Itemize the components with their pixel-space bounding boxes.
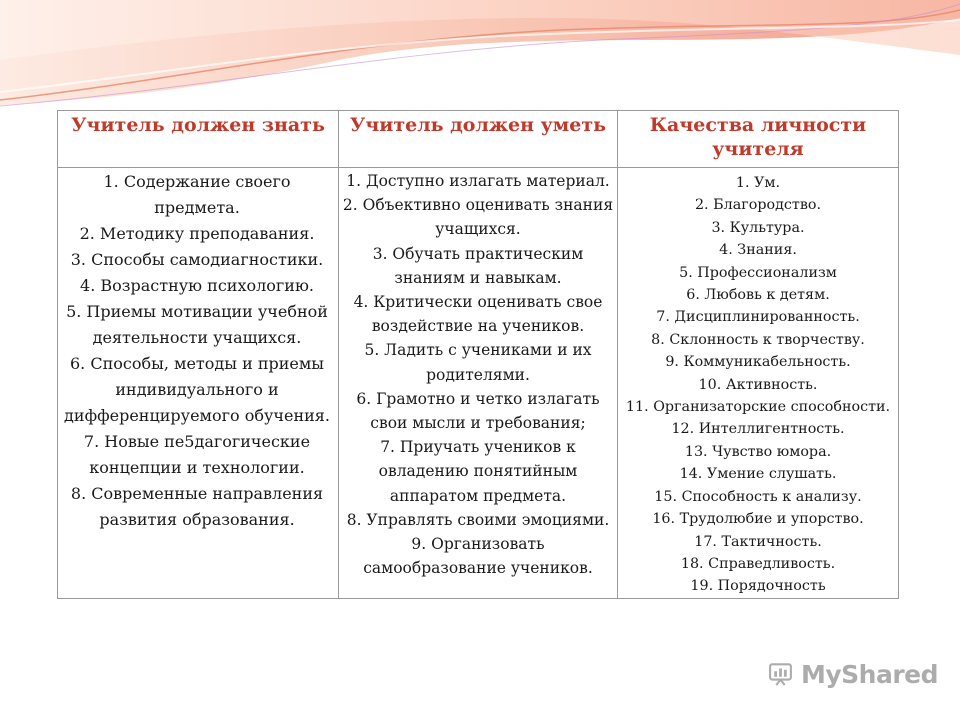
list-item: 7. Приучать учеников к овладению понятийным аппаратом предмета. [378,438,578,505]
list-item: 5. Приемы мотивации учебной деятельности учащихся. [66,302,328,347]
list-item: 13. Чувство юмора. [684,443,832,460]
list-item: 15. Способность к анализу. [654,488,862,505]
list-item: 4. Возрастную психологию. [80,276,314,295]
list-item: 3. Способы самодиагностики. [70,250,324,269]
list-item: 19. Порядочность [690,578,826,595]
table-row [58,168,899,599]
list-item: 10. Активность. [698,376,818,393]
list-item: 4. Знания. [719,242,797,259]
brand-name: MyShared [800,659,938,689]
list-item: 9. Организовать самообразование учеников. [363,535,593,578]
list-item: 6. Способы, методы и приемы индивидуального и дифференцируемого обучения. [64,354,330,425]
list-item: 17. Тактичность. [694,533,822,550]
list-item: 7. Дисциплинированность. [656,309,860,326]
header-can: Учитель должен уметь [339,111,618,168]
list-item: 12. Интеллигентность. [671,421,845,438]
list-item: 3. Обучать практическим знаниям и навыкам. [372,244,584,287]
list-item: 2. Методику преподавания. [79,224,315,243]
list-item: 6. Любовь к детям. [686,287,830,304]
list-item: 1. Ум. [735,175,781,191]
list-item: 4. Критически оценивать свое воздействие на учеников. [353,293,603,336]
list-item: 2. Благородство. [694,197,822,214]
header-qualities: Качества личности учителя [618,111,899,168]
can-list [339,168,617,580]
list-item: 18. Справедливость. [680,555,836,572]
myshared-watermark [768,652,938,696]
list-item: 16. Трудолюбие и упорство. [652,511,864,528]
list-item: 5. Профессионализм [679,264,837,281]
list-item: 7. Новые пе5дагогические концепции и технологии. [83,432,311,477]
list-item: 9. Коммуникабельность. [665,354,851,371]
list-item: 1. Содержание своего предмета. [103,172,291,217]
know-cell [58,168,339,599]
list-item: 14. Умение слушать. [679,466,837,483]
qualities-list [618,168,898,598]
list-item: 8. Современные направления развития образования. [70,484,324,529]
know-list [58,168,338,533]
list-item: 3. Культура. [711,219,805,236]
qualities-cell [618,168,899,599]
teacher-requirements-table [57,110,899,599]
list-item: 2. Объективно оценивать знания учащихся. [342,196,614,239]
list-item: 1. Доступно излагать материал. [346,172,610,190]
list-item: 8. Склонность к творчеству. [651,331,865,348]
table-header-row [58,111,899,168]
list-item: 6. Грамотно и четко излагать свои мысли и требования; [356,389,600,433]
list-item: 8. Управлять своими эмоциями. [346,510,610,529]
can-cell [339,168,618,599]
list-item: 11. Организаторские способности. [625,399,891,416]
presentation-icon [768,656,793,692]
header-know: Учитель должен знать [58,111,339,168]
list-item: 5. Ладить с учениками и их родителями. [364,341,592,384]
